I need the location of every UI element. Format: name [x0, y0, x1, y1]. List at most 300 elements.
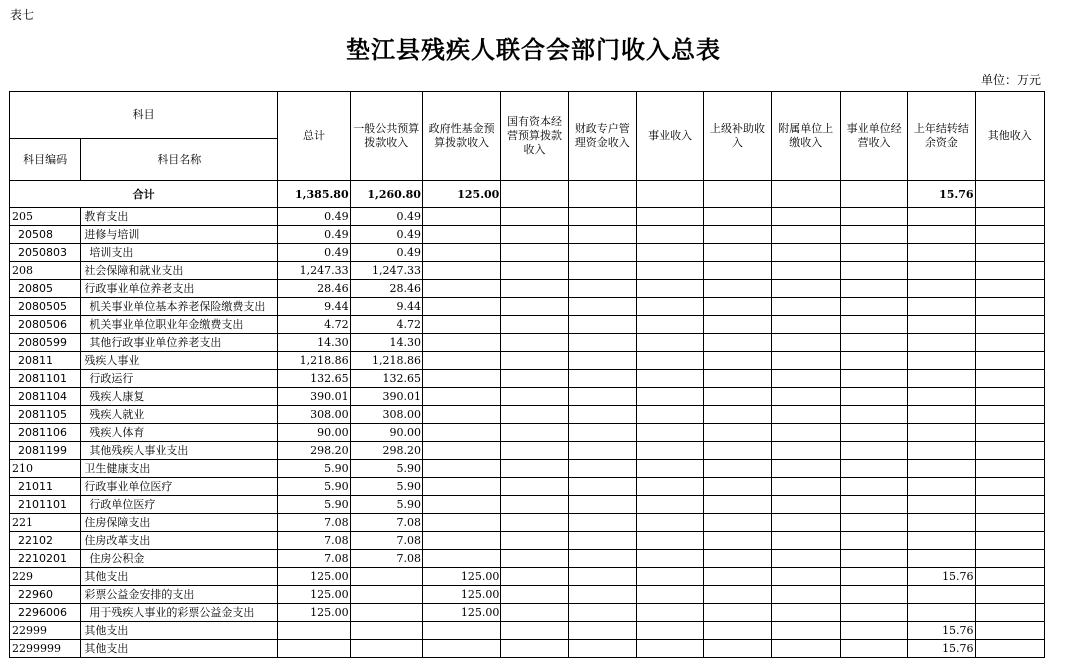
subject-code: 21011 [10, 478, 81, 496]
subject-name: 其他残疾人事业支出 [81, 442, 278, 460]
amount-cell [840, 568, 907, 586]
page-title: 垫江县残疾人联合会部门收入总表 [346, 35, 721, 64]
amount-cell [771, 604, 840, 622]
amount-cell [568, 532, 636, 550]
subject-code: 221 [10, 514, 81, 532]
amount-cell [840, 496, 907, 514]
subject-name: 住房保障支出 [81, 514, 278, 532]
amount-cell [771, 388, 840, 406]
amount-cell [501, 208, 568, 226]
amount-cell [908, 514, 975, 532]
amount-cell [636, 568, 703, 586]
header-superior-subsidy: 上级补助收入 [704, 92, 771, 181]
amount-cell [975, 496, 1044, 514]
amount-cell [568, 586, 636, 604]
subject-code: 20805 [10, 280, 81, 298]
amount-cell [840, 424, 907, 442]
subject-name: 机关事业单位基本养老保险缴费支出 [81, 298, 278, 316]
amount-cell [501, 406, 568, 424]
total-cell [840, 181, 907, 208]
total-cell: 1,385.80 [278, 181, 350, 208]
amount-cell [422, 370, 500, 388]
amount-cell [975, 478, 1044, 496]
amount-cell [501, 640, 568, 658]
amount-cell [975, 514, 1044, 532]
amount-cell [704, 550, 771, 568]
amount-cell [568, 622, 636, 640]
table-row [10, 280, 1045, 298]
amount-cell [840, 622, 907, 640]
amount-cell [840, 604, 907, 622]
amount-cell [771, 280, 840, 298]
amount-cell [568, 550, 636, 568]
subject-name: 彩票公益金安排的支出 [81, 586, 278, 604]
amount-cell [568, 244, 636, 262]
subject-name: 残疾人就业 [81, 406, 278, 424]
amount-cell [501, 586, 568, 604]
income-summary-table [9, 91, 1045, 658]
amount-cell: 7.08 [278, 550, 350, 568]
amount-cell: 1,218.86 [278, 352, 350, 370]
amount-cell: 125.00 [278, 586, 350, 604]
table-row [10, 550, 1045, 568]
subject-name: 机关事业单位职业年金缴费支出 [81, 316, 278, 334]
amount-cell [636, 532, 703, 550]
amount-cell [975, 244, 1044, 262]
amount-cell [501, 622, 568, 640]
amount-cell [840, 586, 907, 604]
amount-cell: 14.30 [350, 334, 422, 352]
amount-cell [501, 280, 568, 298]
subject-name: 卫生健康支出 [81, 460, 278, 478]
amount-cell [568, 352, 636, 370]
subject-name: 行政事业单位医疗 [81, 478, 278, 496]
header-name: 科目名称 [81, 139, 278, 181]
header-fund-budget: 政府性基金预算拨款收入 [422, 92, 500, 181]
amount-cell [636, 262, 703, 280]
amount-cell [501, 244, 568, 262]
amount-cell [771, 316, 840, 334]
amount-cell: 15.76 [908, 622, 975, 640]
table-row [10, 298, 1045, 316]
amount-cell [501, 316, 568, 334]
amount-cell [840, 352, 907, 370]
amount-cell [908, 226, 975, 244]
amount-cell [975, 586, 1044, 604]
amount-cell [704, 406, 771, 424]
subject-name: 残疾人事业 [81, 352, 278, 370]
table-row [10, 226, 1045, 244]
amount-cell [568, 316, 636, 334]
amount-cell [422, 244, 500, 262]
amount-cell [501, 478, 568, 496]
amount-cell [422, 334, 500, 352]
header-code: 科目编码 [10, 139, 81, 181]
subject-name: 残疾人体育 [81, 424, 278, 442]
amount-cell: 0.49 [350, 244, 422, 262]
amount-cell [908, 496, 975, 514]
header-operation-income: 事业单位经营收入 [840, 92, 907, 181]
subject-name: 行政单位医疗 [81, 496, 278, 514]
amount-cell [975, 640, 1044, 658]
amount-cell [975, 604, 1044, 622]
amount-cell [840, 406, 907, 424]
amount-cell [422, 622, 500, 640]
amount-cell [908, 334, 975, 352]
amount-cell [568, 640, 636, 658]
amount-cell: 28.46 [278, 280, 350, 298]
total-cell: 1,260.80 [350, 181, 422, 208]
table-row [10, 514, 1045, 532]
amount-cell: 390.01 [350, 388, 422, 406]
subject-name: 其他支出 [81, 568, 278, 586]
amount-cell [568, 604, 636, 622]
amount-cell [636, 442, 703, 460]
amount-cell [908, 442, 975, 460]
amount-cell [771, 568, 840, 586]
table-row [10, 406, 1045, 424]
amount-cell [975, 424, 1044, 442]
subject-code: 208 [10, 262, 81, 280]
amount-cell [636, 478, 703, 496]
amount-cell [278, 640, 350, 658]
amount-cell [908, 208, 975, 226]
amount-cell: 14.30 [278, 334, 350, 352]
total-cell [501, 181, 568, 208]
amount-cell [704, 568, 771, 586]
subject-code: 2080599 [10, 334, 81, 352]
subject-code: 22102 [10, 532, 81, 550]
amount-cell [704, 478, 771, 496]
amount-cell [350, 586, 422, 604]
subject-name: 用于残疾人事业的彩票公益金支出 [81, 604, 278, 622]
amount-cell [771, 460, 840, 478]
amount-cell [636, 280, 703, 298]
subject-code: 2296006 [10, 604, 81, 622]
subject-name: 住房公积金 [81, 550, 278, 568]
amount-cell [840, 244, 907, 262]
subject-code: 2080505 [10, 298, 81, 316]
amount-cell [636, 496, 703, 514]
amount-cell [908, 388, 975, 406]
table-row [10, 478, 1045, 496]
amount-cell [350, 622, 422, 640]
amount-cell [908, 244, 975, 262]
amount-cell [975, 550, 1044, 568]
amount-cell [840, 514, 907, 532]
amount-cell [840, 550, 907, 568]
table-row [10, 568, 1045, 586]
amount-cell [771, 298, 840, 316]
amount-cell [568, 478, 636, 496]
subject-name: 其他支出 [81, 640, 278, 658]
amount-cell [636, 406, 703, 424]
amount-cell [422, 406, 500, 424]
amount-cell [568, 388, 636, 406]
subject-name: 住房改革支出 [81, 532, 278, 550]
subject-code: 2081104 [10, 388, 81, 406]
subject-code: 2081101 [10, 370, 81, 388]
amount-cell [501, 514, 568, 532]
amount-cell: 308.00 [350, 406, 422, 424]
amount-cell [568, 568, 636, 586]
table-row [10, 388, 1045, 406]
amount-cell [704, 370, 771, 388]
amount-cell: 1,247.33 [350, 262, 422, 280]
amount-cell [568, 442, 636, 460]
subject-name: 其他行政事业单位养老支出 [81, 334, 278, 352]
amount-cell [350, 604, 422, 622]
amount-cell: 0.49 [278, 226, 350, 244]
amount-cell [636, 460, 703, 478]
amount-cell [771, 640, 840, 658]
amount-cell [975, 280, 1044, 298]
subject-code: 2210201 [10, 550, 81, 568]
amount-cell [771, 208, 840, 226]
amount-cell [501, 388, 568, 406]
amount-cell [771, 496, 840, 514]
amount-cell [568, 406, 636, 424]
table-row [10, 262, 1045, 280]
amount-cell [975, 352, 1044, 370]
amount-cell [422, 316, 500, 334]
amount-cell [636, 370, 703, 388]
amount-cell [908, 460, 975, 478]
amount-cell [704, 262, 771, 280]
amount-cell [422, 280, 500, 298]
amount-cell [771, 424, 840, 442]
table-row [10, 532, 1045, 550]
amount-cell [704, 334, 771, 352]
amount-cell: 4.72 [278, 316, 350, 334]
amount-cell [771, 244, 840, 262]
amount-cell [422, 496, 500, 514]
amount-cell: 0.49 [278, 244, 350, 262]
amount-cell [501, 568, 568, 586]
total-label: 合计 [10, 181, 278, 208]
amount-cell [704, 352, 771, 370]
amount-cell [704, 298, 771, 316]
amount-cell: 7.08 [350, 550, 422, 568]
subject-name: 行政运行 [81, 370, 278, 388]
amount-cell [636, 334, 703, 352]
subject-code: 2081106 [10, 424, 81, 442]
amount-cell [501, 424, 568, 442]
amount-cell [501, 298, 568, 316]
amount-cell [771, 532, 840, 550]
total-cell: 125.00 [422, 181, 500, 208]
amount-cell [771, 514, 840, 532]
amount-cell [704, 586, 771, 604]
amount-cell [908, 532, 975, 550]
amount-cell: 125.00 [278, 568, 350, 586]
total-cell [704, 181, 771, 208]
amount-cell [840, 334, 907, 352]
amount-cell [975, 370, 1044, 388]
amount-cell [704, 496, 771, 514]
table-row [10, 604, 1045, 622]
subject-name: 其他支出 [81, 622, 278, 640]
amount-cell [501, 604, 568, 622]
amount-cell: 5.90 [350, 460, 422, 478]
total-cell [771, 181, 840, 208]
header-other-income: 其他收入 [975, 92, 1044, 181]
amount-cell: 0.49 [350, 208, 422, 226]
subject-code: 20811 [10, 352, 81, 370]
amount-cell [908, 586, 975, 604]
amount-cell [636, 208, 703, 226]
amount-cell [636, 298, 703, 316]
amount-cell [568, 226, 636, 244]
amount-cell [422, 460, 500, 478]
table-row [10, 424, 1045, 442]
table-row [10, 316, 1045, 334]
table-row [10, 352, 1045, 370]
amount-cell [704, 244, 771, 262]
amount-cell [704, 424, 771, 442]
amount-cell [422, 226, 500, 244]
amount-cell [975, 316, 1044, 334]
amount-cell [975, 334, 1044, 352]
total-cell [568, 181, 636, 208]
subject-code: 2101101 [10, 496, 81, 514]
amount-cell [840, 262, 907, 280]
amount-cell [278, 622, 350, 640]
amount-cell: 390.01 [278, 388, 350, 406]
subject-name: 残疾人康复 [81, 388, 278, 406]
amount-cell [501, 442, 568, 460]
amount-cell [704, 622, 771, 640]
amount-cell [501, 550, 568, 568]
amount-cell [704, 460, 771, 478]
amount-cell [908, 370, 975, 388]
amount-cell [704, 604, 771, 622]
amount-cell [636, 388, 703, 406]
amount-cell [501, 262, 568, 280]
amount-cell [840, 226, 907, 244]
amount-cell [636, 550, 703, 568]
amount-cell [422, 640, 500, 658]
amount-cell [568, 208, 636, 226]
subject-code: 2081105 [10, 406, 81, 424]
amount-cell: 125.00 [422, 604, 500, 622]
amount-cell [908, 478, 975, 496]
amount-cell: 5.90 [350, 478, 422, 496]
amount-cell [771, 334, 840, 352]
amount-cell [908, 550, 975, 568]
header-general-budget: 一般公共预算拨款收入 [350, 92, 422, 181]
amount-cell: 125.00 [278, 604, 350, 622]
amount-cell [636, 424, 703, 442]
amount-cell: 5.90 [278, 478, 350, 496]
amount-cell: 9.44 [278, 298, 350, 316]
amount-cell: 7.08 [350, 514, 422, 532]
amount-cell [636, 244, 703, 262]
amount-cell: 125.00 [422, 568, 500, 586]
amount-cell [636, 226, 703, 244]
amount-cell [975, 262, 1044, 280]
amount-cell [704, 514, 771, 532]
header-fiscal-special: 财政专户管理资金收入 [568, 92, 636, 181]
table-row [10, 640, 1045, 658]
table-row [10, 370, 1045, 388]
subject-name: 教育支出 [81, 208, 278, 226]
amount-cell [568, 334, 636, 352]
header-total: 总计 [278, 92, 350, 181]
amount-cell [422, 442, 500, 460]
amount-cell [636, 604, 703, 622]
amount-cell [840, 208, 907, 226]
amount-cell [908, 424, 975, 442]
subject-code: 2080506 [10, 316, 81, 334]
amount-cell: 28.46 [350, 280, 422, 298]
table-row [10, 244, 1045, 262]
amount-cell: 90.00 [350, 424, 422, 442]
amount-cell [568, 460, 636, 478]
amount-cell: 0.49 [278, 208, 350, 226]
amount-cell [908, 604, 975, 622]
amount-cell: 298.20 [278, 442, 350, 460]
amount-cell: 7.08 [278, 532, 350, 550]
amount-cell: 0.49 [350, 226, 422, 244]
amount-cell [840, 532, 907, 550]
amount-cell [771, 262, 840, 280]
amount-cell [908, 280, 975, 298]
amount-cell: 132.65 [278, 370, 350, 388]
amount-cell [422, 478, 500, 496]
amount-cell [636, 622, 703, 640]
amount-cell [704, 280, 771, 298]
amount-cell [840, 460, 907, 478]
amount-cell [350, 568, 422, 586]
amount-cell: 132.65 [350, 370, 422, 388]
amount-cell [568, 262, 636, 280]
amount-cell: 7.08 [350, 532, 422, 550]
amount-cell [568, 496, 636, 514]
total-cell [975, 181, 1044, 208]
amount-cell: 1,247.33 [278, 262, 350, 280]
amount-cell: 4.72 [350, 316, 422, 334]
amount-cell [771, 406, 840, 424]
amount-cell [636, 316, 703, 334]
subject-name: 行政事业单位养老支出 [81, 280, 278, 298]
amount-cell [501, 334, 568, 352]
subject-code: 2081199 [10, 442, 81, 460]
subject-code: 2050803 [10, 244, 81, 262]
amount-cell [840, 640, 907, 658]
subject-name: 进修与培训 [81, 226, 278, 244]
amount-cell [704, 640, 771, 658]
amount-cell: 90.00 [278, 424, 350, 442]
amount-cell [422, 388, 500, 406]
amount-cell [975, 622, 1044, 640]
amount-cell [975, 442, 1044, 460]
total-cell: 15.76 [908, 181, 975, 208]
amount-cell [975, 406, 1044, 424]
amount-cell [704, 388, 771, 406]
amount-cell [975, 208, 1044, 226]
table-row [10, 460, 1045, 478]
amount-cell [908, 298, 975, 316]
amount-cell [501, 460, 568, 478]
amount-cell [568, 298, 636, 316]
amount-cell [771, 352, 840, 370]
amount-cell [840, 280, 907, 298]
amount-cell [422, 262, 500, 280]
amount-cell: 9.44 [350, 298, 422, 316]
amount-cell [422, 550, 500, 568]
table-row [10, 622, 1045, 640]
